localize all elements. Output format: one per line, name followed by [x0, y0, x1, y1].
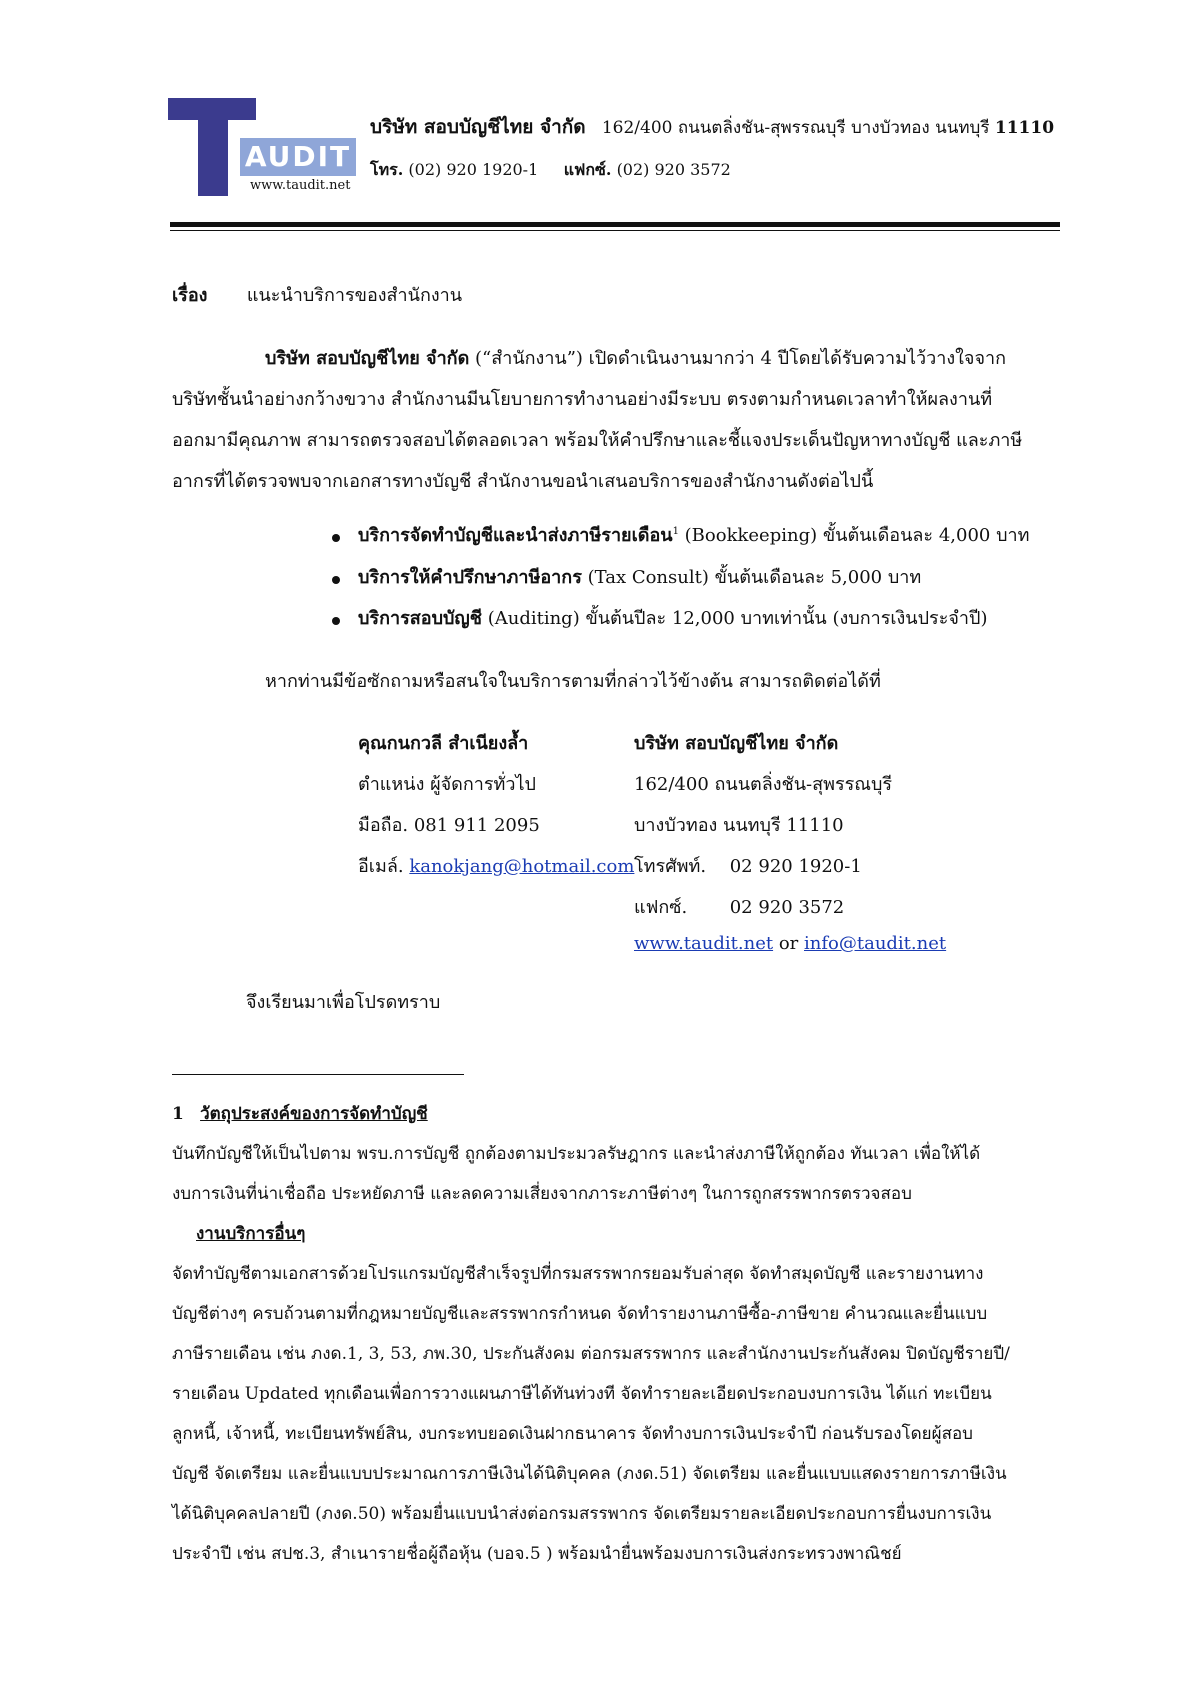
intro-line-1-rest: (“สำนักงาน”) เปิดดำเนินงานมากว่า 4 ปีโดยได้รับความไว้วางใจจาก: [469, 348, 1007, 369]
info-email-link[interactable]: info@taudit.net: [804, 933, 947, 954]
service-name: บริการจัดทำบัญชีและนำส่งภาษีรายเดือน: [358, 525, 673, 546]
footnote-p2-line: บัญชี จัดเตรียม และยื่นแบบประมาณการภาษีเงินได้นิติบุคคล (ภงด.51) จัดเตรียม และยื่นแบบแสดงรายการภาษีเงิน: [172, 1464, 1007, 1484]
other-services-heading: งานบริการอื่นๆ: [196, 1224, 306, 1244]
intro-line-1: [265, 343, 1006, 372]
footnote-heading-line: [172, 1100, 428, 1127]
header-postcode: 11110: [994, 118, 1055, 138]
footnote-p2-line: จัดทำบัญชีตามเอกสารด้วยโปรแกรมบัญชีสำเร็จรูปที่กรมสรรพากรยอมรับล่าสุด จัดทำสมุดบัญชี และรายงานทาง: [172, 1264, 984, 1284]
service-detail: (Bookkeeping) ขั้นต้นเดือนละ 4,000 บาท: [678, 525, 1030, 546]
contact-fax-label: แฟกซ์.: [634, 897, 688, 918]
contact-email-link[interactable]: kanokjang@hotmail.com: [409, 856, 635, 877]
footnote-heading: วัตถุประสงค์ของการจัดทำบัญชี: [200, 1104, 428, 1124]
service-item: [358, 603, 987, 632]
contact-address-2: บางบัวทอง นนทบุรี 11110: [634, 815, 844, 836]
intro-line-3: ออกมามีคุณภาพ สามารถตรวจสอบได้ตลอดเวลา พร้อมให้คำปรึกษาและชี้แจงประเด็นปัญหาทางบัญชี และภาษี: [172, 430, 1023, 451]
intro-line-2: บริษัทชั้นนำอย่างกว้างขวาง สำนักงานมีนโยบายการทำงานอย่างมีระบบ ตรงตามกำหนดเวลาทำให้ผลงานที่: [172, 389, 993, 410]
intro-line-4: อากรที่ได้ตรวจพบจากเอกสารทางบัญชี สำนักงานขอนำเสนอบริการของสำนักงานดังต่อไปนี้: [172, 471, 874, 492]
contact-tel-label: โทรศัพท์.: [634, 856, 707, 877]
service-item: [358, 562, 921, 591]
contact-tel: 02 920 1920-1: [729, 856, 862, 877]
header-address: 162/400 ถนนตลิ่งชัน-สุพรรณบุรี บางบัวทอง นนทบุรี: [601, 118, 990, 138]
company-logo: [168, 98, 358, 196]
contact-tel-line: [634, 851, 862, 880]
or-text: or: [778, 933, 799, 954]
service-name: บริการให้คำปรึกษาภาษีอากร: [358, 567, 582, 588]
header-company-line: [370, 112, 1054, 142]
header-rule-thin: [170, 230, 1060, 231]
logo-t-stem: [198, 120, 228, 196]
website-link[interactable]: www.taudit.net: [634, 933, 774, 954]
contact-name: คุณกนกวลี สำเนียงล้ำ: [358, 733, 529, 754]
bullet-icon: [332, 617, 340, 625]
logo-audit-text: AUDIT: [244, 140, 352, 173]
contact-mobile: มือถือ. 081 911 2095: [358, 815, 540, 836]
logo-t-bar: [168, 98, 256, 120]
intro-company: บริษัท สอบบัญชีไทย จำกัด: [265, 348, 470, 369]
footnote-number: 1: [172, 1104, 184, 1124]
subject-text: แนะนำบริการของสำนักงาน: [246, 285, 463, 306]
footnote-p2-line: ประจำปี เช่น สปช.3, สำเนารายชื่อผู้ถือหุ้น (บอจ.5 ) พร้อมนำยื่นพร้อมงบการเงินส่งกระทรวงพาณิชย์: [172, 1544, 902, 1564]
contact-company: บริษัท สอบบัญชีไทย จำกัด: [634, 733, 839, 754]
footnote-p2-line: ได้นิติบุคคลปลายปี (ภงด.50) พร้อมยื่นแบบนำส่งต่อกรมสรรพากร จัดเตรียมรายละเอียดประกอบการยื่นงบการเงิน: [172, 1504, 992, 1524]
header-company: บริษัท สอบบัญชีไทย จำกัด: [370, 116, 586, 138]
footnote-p1-line-1: บันทึกบัญชีให้เป็นไปตาม พรบ.การบัญชี ถูกต้องตามประมวลรัษฎากร และนำส่งภาษีให้ถูกต้อง ทันเวลา เพื่อให้ได้: [172, 1144, 981, 1164]
header-contact-line: [370, 158, 731, 183]
service-item: [358, 520, 1029, 549]
service-detail: (Auditing) ขั้นต้นปีละ 12,000 บาทเท่านั้น (งบการเงินประจำปี): [481, 608, 988, 629]
footnote-p1-line-2: งบการเงินที่น่าเชื่อถือ ประหยัดภาษี และลดความเสี่ยงจากภาระภาษีต่างๆ ในการถูกสรรพากรตรวจสอบ: [172, 1184, 912, 1204]
inquiry-text: หากท่านมีข้อซักถามหรือสนใจในบริการตามที่กล่าวไว้ข้างต้น สามารถติดต่อได้ที่: [265, 671, 881, 692]
logo-url: www.taudit.net: [250, 178, 351, 193]
bullet-icon: [332, 576, 340, 584]
header-fax: (02) 920 3572: [616, 160, 731, 179]
contact-fax-line: [634, 892, 844, 921]
closing-text: จึงเรียนมาเพื่อโปรดทราบ: [246, 992, 441, 1013]
service-detail: (Tax Consult) ขั้นต้นเดือนละ 5,000 บาท: [581, 567, 922, 588]
header-rule-thick: [170, 222, 1060, 227]
contact-web-line: [634, 933, 946, 954]
header-tel-label: โทร.: [370, 160, 404, 179]
footnote-p2-line: รายเดือน Updated ทุกเดือนเพื่อการวางแผนภาษีได้ทันท่วงที จัดทำรายละเอียดประกอบงบการเงิน ได้แก่ ทะเบียน: [172, 1384, 992, 1404]
footnote-p2-line: บัญชีต่างๆ ครบถ้วนตามที่กฎหมายบัญชีและสรรพากรกำหนด จัดทำรายงานภาษีซื้อ-ภาษีขาย คำนวณและยื่นแบบ: [172, 1304, 988, 1324]
header-tel: (02) 920 1920-1: [408, 160, 539, 179]
service-footnote-ref: 1: [672, 526, 679, 537]
service-name: บริการสอบบัญชี: [358, 608, 482, 629]
subject-label: เรื่อง: [172, 285, 208, 306]
header-fax-label: แฟกซ์.: [563, 160, 612, 179]
subject-line: [172, 280, 462, 309]
contact-position: ตำแหน่ง ผู้จัดการทั่วไป: [358, 774, 536, 795]
footnote-p2-line: ภาษีรายเดือน เช่น ภงด.1, 3, 53, ภพ.30, ประกันสังคม ต่อกรมสรรพากร และสำนักงานประกันสังคม ปิดบัญชีรายปี/: [172, 1344, 1010, 1364]
contact-email-line: [358, 851, 634, 880]
contact-address-1: 162/400 ถนนตลิ่งชัน-สุพรรณบุรี: [634, 774, 893, 795]
contact-fax: 02 920 3572: [729, 897, 845, 918]
bullet-icon: [332, 534, 340, 542]
footnote-p2-line: ลูกหนี้, เจ้าหนี้, ทะเบียนทรัพย์สิน, งบกระทบยอดเงินฝากธนาคาร จัดทำงบการเงินประจำปี ก่อนรับรองโดยผู้สอบ: [172, 1424, 973, 1444]
contact-email-label: อีเมล์.: [358, 856, 404, 877]
footnote-separator: [172, 1074, 464, 1075]
